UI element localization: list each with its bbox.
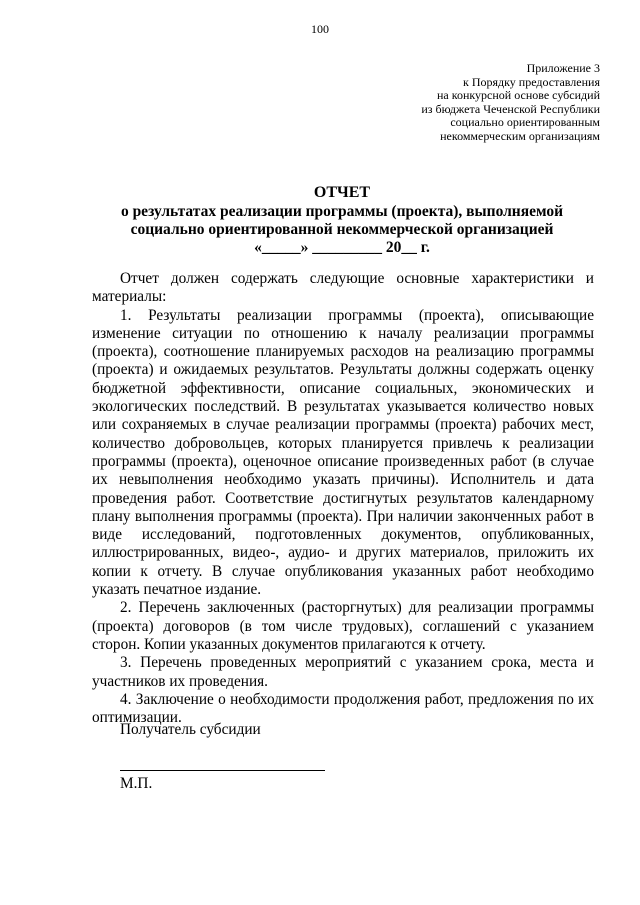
appendix-header <box>340 62 600 144</box>
report-subtitle-line2: социально ориентированной некоммерческой организацией <box>130 221 554 238</box>
appendix-line: некоммерческим организациям <box>440 128 600 143</box>
report-subtitle-line1: о результатах реализации программы (проекта), выполняемой <box>120 203 564 220</box>
report-heading: ОТЧЕТ <box>313 184 371 201</box>
appendix-line: на конкурсной основе субсидий <box>436 88 600 103</box>
stamp-label: М.П. <box>120 775 153 792</box>
recipient-label: Получатель субсидии <box>120 721 261 738</box>
report-title-block <box>92 183 592 257</box>
item-4-paragraph: 4. Заключение о необходимости продолжения работ, предложения по их оптимизации. <box>92 690 594 727</box>
appendix-line: социально ориентированным <box>450 115 600 130</box>
appendix-line: Приложение 3 <box>526 61 600 75</box>
appendix-line: из бюджета Чеченской Республики <box>421 101 600 116</box>
signature-line <box>120 770 325 771</box>
appendix-line: к Порядку предоставления <box>462 74 600 89</box>
item-2-paragraph: 2. Перечень заключенных (расторгнутых) для реализации программы (проекта) договоров (в том числе трудовых), соглашений с указанием сторон. Копии указанных документов прилагаются к отчету. <box>92 599 594 653</box>
report-date-line: «_____» _________ 20__ г. <box>254 239 430 256</box>
report-body <box>92 270 594 727</box>
intro-paragraph: Отчет должен содержать следующие основные характеристики и материалы: <box>92 270 594 306</box>
item-1-paragraph: 1. Результаты реализации программы (проекта), описывающие изменение ситуации по отношению к началу реализации программы (проекта), соотношение планируемых расходов на реализацию программы (проекта) и ожидаемых результатов. Результаты должны содержать оценку бюджетной эффективности, описание социальных, экономических и экологических последствий. В результатах указывается количество новых или сохраняемых в случае реализации программы (проекта) рабочих мест, количество добровольцев, которых планируется привлечь к реализации программы (проекта), оценочное описание произведенных работ (в случае их невыполнения необходимо указать причины). Исполнитель и дата проведения работ. Соответствие достигнутых результатов календарному плану выполнения программы (проекта). При наличии законченных работ в виде исследований, подготовленных документов, опубликованных, иллюстрированных, видео-, аудио- и других материалов, приложить их копии к отчету. В случае опубликования указанных работ необходимо указать печатное издание. <box>92 306 594 599</box>
item-3-paragraph: 3. Перечень проведенных мероприятий с указанием срока, места и участников их проведения. <box>92 654 594 690</box>
page-number: 100 <box>311 22 329 36</box>
